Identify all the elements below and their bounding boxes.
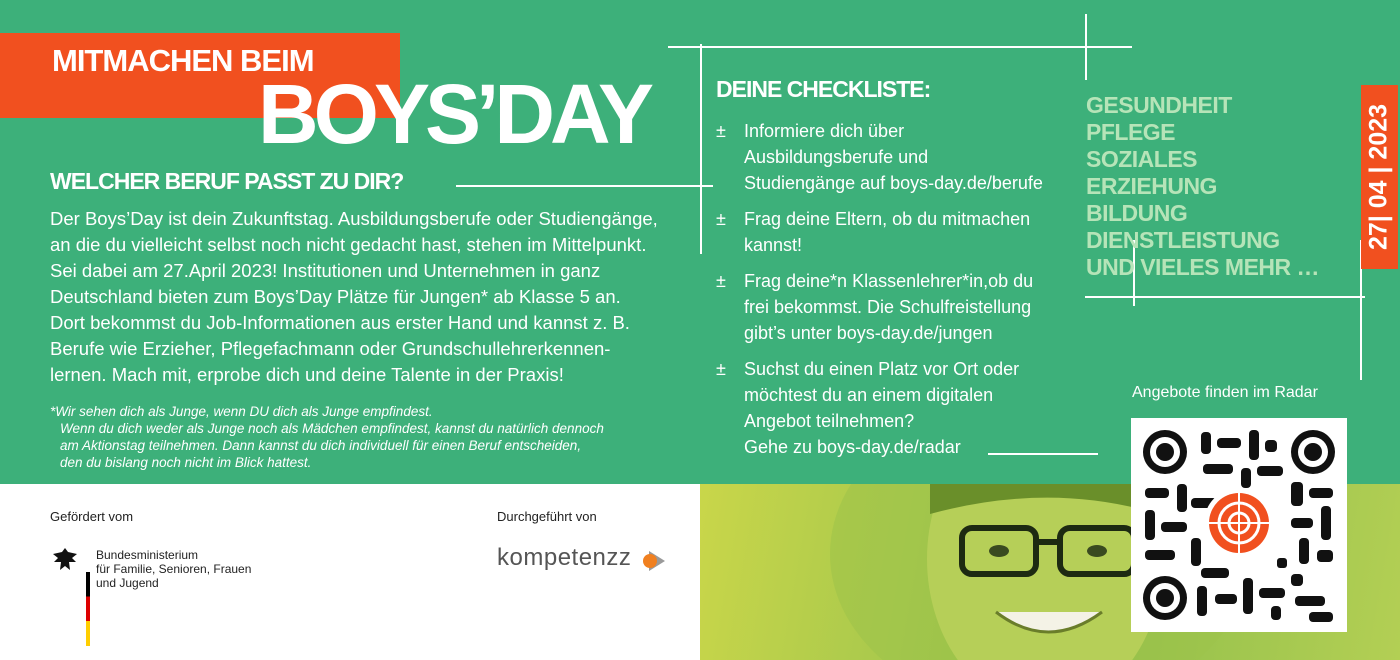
checklist-item <box>716 118 1076 196</box>
field-item: BILDUNG <box>1086 200 1188 226</box>
footnote-line: *Wir sehen dich als Junge, wenn DU dich als Junge empfindest. <box>50 404 433 419</box>
ministry-name <box>96 548 266 590</box>
checklist-line: Studiengänge auf boys-day.de/berufe <box>744 173 1043 193</box>
headline-top: MITMACHEN BEIM <box>52 43 314 78</box>
funded-label: Gefördert vom <box>50 509 134 524</box>
kompetenzz-logo-icon <box>641 550 667 572</box>
footnote-line: am Aktionstag teilnehmen. Dann kannst du dich individuell für einen Beruf entscheiden, <box>60 438 582 453</box>
footnote-line: Wenn du dich weder als Junge noch als Mädchen empfindest, kannst du natürlich dennoch <box>60 421 604 436</box>
bullet-icon: ± <box>716 121 726 141</box>
field-item: ERZIEHUNG <box>1086 173 1217 199</box>
checklist-line: möchtest du an einem digitalen <box>744 385 994 405</box>
checklist-line: Frag deine*n Klassenlehrer*in,ob du <box>744 271 1034 291</box>
field-item: GESUNDHEIT <box>1086 92 1232 118</box>
headline-boysday: BOYS’DAY <box>258 67 650 161</box>
divider-line <box>668 46 1132 48</box>
german-flag-stripe <box>86 572 90 646</box>
checklist-line: Suchst du einen Platz vor Ort oder <box>744 359 1020 379</box>
bullet-icon: ± <box>716 271 726 291</box>
qr-code[interactable] <box>1131 418 1347 632</box>
footnote <box>50 403 700 471</box>
checklist <box>716 118 1076 470</box>
date-text: 27| 04 | 2023 <box>1364 103 1393 251</box>
eagle-icon <box>50 546 80 576</box>
footnote-line: den du bislang noch nicht im Blick hattest. <box>60 455 312 470</box>
divider-line <box>456 185 713 187</box>
checklist-line: Frag deine Eltern, ob du mitmachen <box>744 209 1031 229</box>
question-heading: WELCHER BERUF PASST ZU DIR? <box>50 168 404 194</box>
bullet-icon: ± <box>716 359 726 379</box>
intro-line: Der Boys’Day ist dein Zukunftstag. Ausbildungsberufe oder Studiengänge, <box>50 208 658 229</box>
intro-text <box>50 206 710 388</box>
field-item: SOZIALES <box>1086 146 1198 172</box>
intro-line: Dort bekommst du Job-Informationen aus erster Hand und kannst z. B. <box>50 312 630 333</box>
checklist-item <box>716 268 1076 346</box>
checklist-item <box>716 206 1076 258</box>
qr-code-icon <box>1131 418 1347 632</box>
fields-list <box>1086 92 1319 281</box>
radar-label: Angebote finden im Radar <box>1132 384 1318 401</box>
divider-line <box>1085 14 1087 80</box>
intro-line: lernen. Mach mit, erprobe dich und deine Talente in der Praxis! <box>50 364 564 385</box>
checklist-line: frei bekommst. Die Schulfreistellung <box>744 297 1032 317</box>
ministry-line: für Familie, Senioren, Frauen <box>96 562 252 576</box>
checklist-line: Gehe zu boys-day.de/radar <box>744 437 961 457</box>
checklist-line: gibt’s unter boys-day.de/jungen <box>744 323 993 343</box>
checklist-line: Informiere dich über <box>744 121 905 141</box>
intro-line: Deutschland bieten zum Boys’Day Plätze für Jungen* ab Klasse 5 an. <box>50 286 621 307</box>
field-item: DIENSTLEISTUNG <box>1086 227 1280 253</box>
checklist-line: kannst! <box>744 235 803 255</box>
ministry-line: Bundesministerium <box>96 548 199 562</box>
kompetenzz-logo-text: kompetenzz <box>497 544 632 571</box>
checklist-line: Ausbildungsberufe und <box>744 147 929 167</box>
checklist-item <box>716 356 1076 460</box>
checklist-title: DEINE CHECKLISTE: <box>716 76 931 102</box>
field-item: PFLEGE <box>1086 119 1176 145</box>
intro-line: an die du vielleicht selbst noch nicht gedacht hast, stehen im Mittelpunkt. <box>50 234 647 255</box>
ministry-line: und Jugend <box>96 576 159 590</box>
field-item: UND VIELES MEHR … <box>1086 254 1320 280</box>
bullet-icon: ± <box>716 209 726 229</box>
executed-label: Durchgeführt von <box>497 509 597 524</box>
intro-line: Sei dabei am 27.April 2023! Institutionen und Unternehmen in ganz <box>50 260 601 281</box>
intro-line: Berufe wie Erzieher, Pflegefachmann oder Grundschullehrerkennen- <box>50 338 611 359</box>
divider-line <box>1085 296 1365 298</box>
checklist-line: Angebot teilnehmen? <box>744 411 915 431</box>
